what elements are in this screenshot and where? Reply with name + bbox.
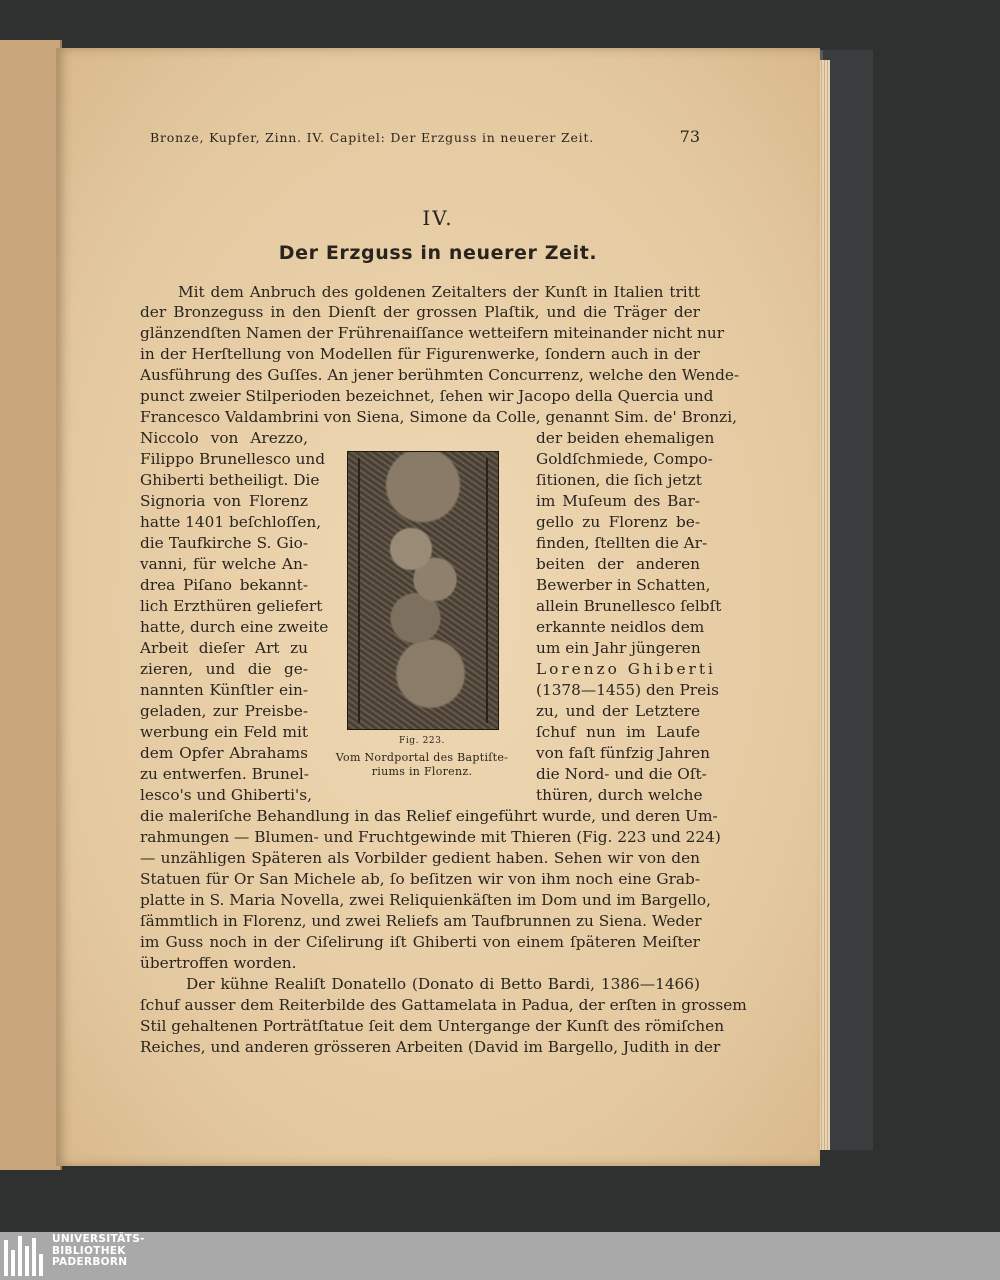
- chapter-title: Der Erzguss in neuerer Zeit.: [278, 242, 598, 264]
- text-line: Statuen für Or San Michele ab, ſo beſitzen wir von ihm noch eine Grab-: [140, 870, 700, 888]
- text-line: drea Piſano bekannt-: [140, 576, 308, 594]
- text-line: zu entwerfen. Brunel-: [140, 765, 309, 783]
- text-line: Der kühne Realiſt Donatello (Donato di Betto Bardi, 1386—1466): [186, 975, 700, 993]
- library-name-line: UNIVERSITÄTS-: [52, 1233, 145, 1245]
- text-line: Arbeit dieſer Art zu: [140, 639, 308, 657]
- text-line: von faſt fünfzig Jahren: [536, 744, 710, 762]
- text-line: der Bronzeguss in den Dienſt der grossen Plaſtik, und die Träger der: [140, 303, 700, 321]
- text-line: platte in S. Maria Novella, zwei Reliquienkäſten im Dom und im Bargello,: [140, 891, 711, 909]
- text-line: punct zweier Stilperioden bezeichnet, ſehen wir Jacopo della Quercia und: [140, 387, 714, 405]
- text-line: Stil gehaltenen Porträtſtatue ſeit dem Untergange der Kunſt des römiſchen: [140, 1017, 725, 1035]
- library-name-line: BIBLIOTHEK: [52, 1244, 126, 1257]
- figure-image-relief: [347, 451, 499, 730]
- text-line: in der Herſtellung von Modellen für Figurenwerke, ſondern auch in der: [140, 345, 700, 363]
- text-line: hatte, durch eine zweite: [140, 618, 329, 636]
- text-line: Niccolo von Arezzo,: [140, 429, 308, 447]
- figure-number: Fig. 223.: [398, 736, 446, 746]
- running-head: [150, 127, 700, 146]
- text-line: die maleriſche Behandlung in das Relief eingeführt wurde, und deren Um-: [140, 807, 718, 825]
- text-line: der beiden ehemaligen: [536, 429, 715, 447]
- page-number: 73: [679, 127, 700, 146]
- library-name-line: PADERBORN: [52, 1256, 128, 1268]
- figure-caption: [332, 751, 512, 779]
- text-line: gello zu Florenz be-: [536, 513, 700, 531]
- text-line: um ein Jahr jüngeren: [536, 639, 701, 657]
- text-line: finden, ſtellten die Ar-: [536, 534, 708, 552]
- text-line: Signoria von Florenz: [140, 492, 308, 510]
- text-line: Ausführung des Guſſes. An jener berühmten Concurrenz, welche den Wende-: [140, 366, 740, 384]
- text-line: lich Erzthüren geliefert: [140, 597, 323, 615]
- text-line: hatte 1401 beſchloſſen,: [140, 513, 322, 531]
- text-line: die Nord- und die Oſt-: [536, 765, 707, 783]
- chapter-number: IV.: [422, 206, 454, 230]
- text-line: Ghiberti betheiligt. Die: [140, 471, 320, 489]
- text-line: — unzähligen Späteren als Vorbilder gedient haben. Sehen wir von den: [140, 849, 700, 867]
- text-line: allein Brunellesco ſelbſt: [536, 597, 722, 615]
- text-line: Goldſchmiede, Compo-: [536, 450, 713, 468]
- running-head-text: Bronze, Kupfer, Zinn. IV. Capitel: Der Erzguss in neuerer Zeit.: [150, 130, 595, 145]
- text-line: geladen, zur Preisbe-: [140, 702, 308, 720]
- text-line: erkannte neidlos dem: [536, 618, 705, 636]
- text-line: ſchuf nun im Laufe: [536, 723, 700, 741]
- text-line: zieren, und die ge-: [140, 660, 308, 678]
- text-line: nannten Künſtler ein-: [140, 681, 308, 699]
- text-line: Filippo Brunellesco und: [140, 450, 326, 468]
- text-line: Bewerber in Schatten,: [536, 576, 711, 594]
- text-line: Reiches, und anderen grösseren Arbeiten (David im Bargello, Judith in der: [140, 1038, 721, 1056]
- text-line: beiten der anderen: [536, 555, 700, 573]
- text-line: (1378—1455) den Preis: [536, 681, 719, 699]
- figure-caption-line: riums in Florenz.: [371, 765, 473, 778]
- text-line: lesco's und Ghiberti's,: [140, 786, 312, 804]
- library-footer-bar: [0, 1232, 1000, 1280]
- library-logo-icon: [4, 1236, 46, 1276]
- text-line: ſämmtlich in Florenz, und zwei Reliefs am Taufbrunnen zu Siena. Weder: [140, 912, 702, 930]
- text-line: rahmungen — Blumen- und Fruchtgewinde mit Thieren (Fig. 223 und 224): [140, 828, 721, 846]
- text-line: Lorenzo Ghiberti: [536, 660, 716, 678]
- text-line: ſchuf ausser dem Reiterbilde des Gattamelata in Padua, der erſten in grossem: [140, 996, 747, 1014]
- text-line: Mit dem Anbruch des goldenen Zeitalters der Kunſt in Italien tritt: [178, 283, 700, 301]
- text-line: Francesco Valdambrini von Siena, Simone da Colle, genannt Sim. de' Bronzi,: [140, 408, 737, 426]
- text-line: werbung ein Feld mit: [140, 723, 308, 741]
- text-line: dem Opfer Abrahams: [140, 744, 308, 762]
- text-line: im Guss noch in der Ciſelirung iſt Ghiberti von einem ſpäteren Meiſter: [140, 933, 700, 951]
- library-name: [52, 1234, 145, 1269]
- text-line: im Muſeum des Bar-: [536, 492, 700, 510]
- left-page-edge: [0, 40, 62, 1170]
- text-line: zu, und der Letztere: [536, 702, 700, 720]
- text-line: die Taufkirche S. Gio-: [140, 534, 308, 552]
- text-line: übertroffen worden.: [140, 954, 297, 972]
- text-line: thüren, durch welche: [536, 786, 703, 804]
- text-line: glänzendſten Namen der Frührenaiſſance wetteifern miteinander nicht nur: [140, 324, 725, 342]
- text-line: vanni, für welche An-: [140, 555, 308, 573]
- figure-caption-line: Vom Nordportal des Baptiſte-: [335, 751, 509, 764]
- text-line: ſitionen, die ſich jetzt: [536, 471, 702, 489]
